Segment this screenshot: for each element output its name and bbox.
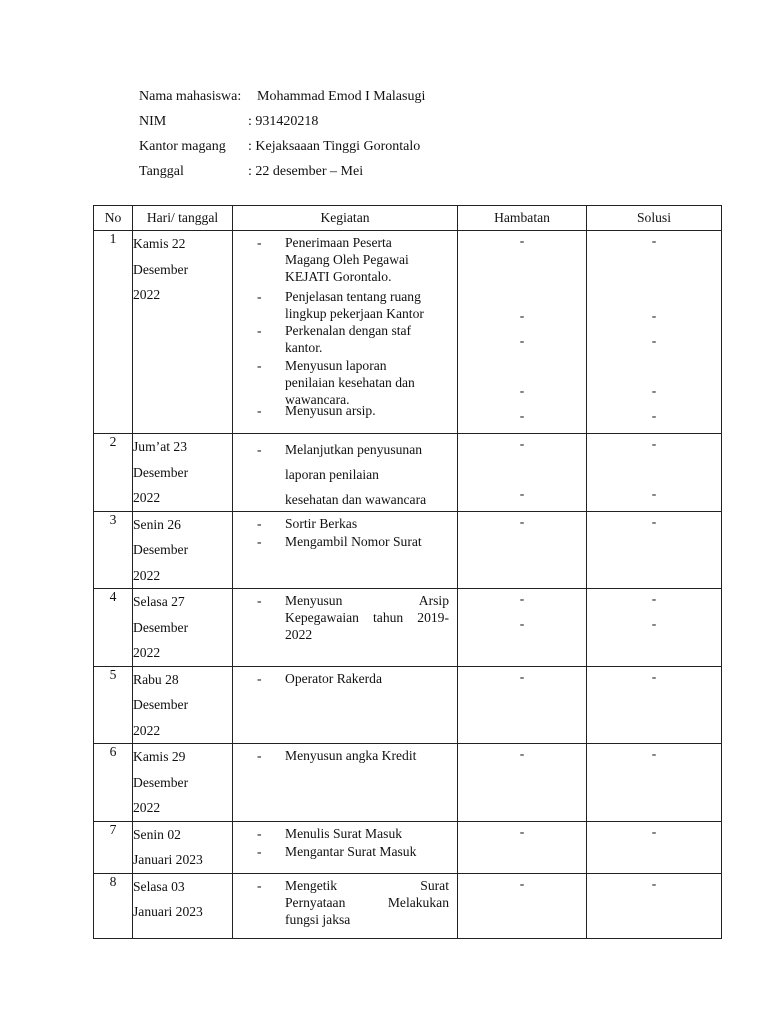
activity-text-line: 2022 [285,627,313,642]
activity-text-line: wawancara. [285,392,350,407]
activity-text-line: Sortir Berkas [285,515,358,531]
solution-cell [587,873,722,938]
obstacle-cell [458,873,587,938]
activity-cell [233,589,458,667]
table-header-row [94,206,722,231]
day-line: Desember [133,697,189,712]
day-cell [133,666,233,744]
solution-dash: - [651,746,657,761]
activity-text-line: Menyusun laporan [285,358,387,373]
bullet-dash: - [257,289,262,304]
activity-text-line: Melanjutkan penyusunan [285,442,423,457]
activity-item [233,670,457,687]
bullet-dash: - [257,403,262,418]
activity-item [233,825,457,842]
bullet-dash: - [257,825,262,841]
day-line: Januari 2023 [133,852,203,867]
row-number: 6 [94,744,133,822]
activity-text-line: Menyusun Arsip [285,593,449,608]
solution-cell [587,434,722,512]
day-cell [133,231,233,434]
student-name-value: Mohammad Emod I Malasugi [257,89,426,104]
activity-cell [233,231,458,434]
bullet-dash: - [257,748,262,763]
solution-cell [587,666,722,744]
table-row [94,821,722,873]
row-number: 7 [94,821,133,873]
day-line: Rabu 28 [133,671,179,687]
day-line: 2022 [133,800,161,815]
day-line: 2022 [133,490,161,505]
activity-text-line: Menyusun arsip. [285,403,376,418]
day-cell [133,434,233,512]
solution-dash: - [651,233,657,248]
obstacle-cell [458,666,587,744]
obstacle-dash: - [519,591,525,606]
table-row [94,589,722,667]
row-number: 4 [94,589,133,667]
activity-text-line: penilaian kesehatan dan [285,375,415,390]
activity-text-line: Menyusun angka Kredit [285,748,417,763]
solution-dash: - [651,308,657,323]
bullet-dash: - [257,358,262,373]
day-cell [133,589,233,667]
activity-cell [233,666,458,744]
activity-text-line: Mengetik Surat [285,877,449,893]
activity-text-line: Magang Oleh Pegawai [285,252,409,267]
activity-text-line: fungsi jaksa [285,911,351,927]
solution-dash: - [651,875,657,891]
day-line: Desember [133,261,189,277]
activity-item [233,843,457,860]
activity-text-line: Kepegawaian tahun 2019- [285,610,449,625]
day-line: Selasa 27 [133,594,185,609]
day-line: Jum’at 23 [133,439,187,454]
solution-dash: - [651,408,657,423]
activity-text-line: Pernyataan Melakukan [285,894,449,910]
nim-value: : 931420218 [248,114,319,129]
table-row [94,873,722,938]
obstacle-dash: - [519,383,525,398]
bullet-dash: - [257,235,262,250]
day-cell [133,821,233,873]
activity-text-line: Penerimaan Peserta [285,235,392,250]
solution-dash: - [651,616,657,631]
solution-dash: - [651,383,657,398]
day-cell [133,873,233,938]
table-row [94,744,722,822]
activity-item [233,322,457,356]
obstacle-cell [458,434,587,512]
bullet-dash: - [257,515,262,531]
activity-text-line: Mengantar Surat Masuk [285,843,417,859]
activity-item [233,437,457,512]
column-header-obstacle: Hambatan [458,206,587,231]
activity-text-line: Menulis Surat Masuk [285,825,403,841]
obstacle-dash: - [519,486,525,501]
column-header-activity: Kegiatan [233,206,458,231]
solution-dash: - [651,513,657,529]
obstacle-dash: - [519,823,525,839]
obstacle-dash: - [519,333,525,348]
activity-cell [233,434,458,512]
activity-text-line: Perkenalan dengan staf [285,323,412,338]
solution-cell [587,511,722,589]
date-value: : 22 desember – Mei [248,164,364,179]
day-line: Selasa 03 [133,878,185,894]
day-line: 2022 [133,287,161,302]
office-row [139,139,639,155]
obstacle-dash: - [519,408,525,423]
activity-item [233,234,457,285]
obstacle-dash: - [519,233,525,248]
solution-cell [587,231,722,434]
row-number: 8 [94,873,133,938]
activity-item [233,515,457,532]
activity-text-line: Penjelasan tentang ruang [285,289,421,304]
day-cell [133,511,233,589]
solution-dash: - [651,823,657,839]
activity-item [233,357,457,408]
day-line: 2022 [133,722,161,738]
table-row [94,666,722,744]
row-number: 5 [94,666,133,744]
bullet-dash: - [257,877,262,893]
solution-dash: - [651,436,657,451]
bullet-dash: - [257,533,262,549]
obstacle-dash: - [519,746,525,761]
solution-dash: - [651,486,657,501]
obstacle-cell [458,821,587,873]
solution-dash: - [651,333,657,348]
activity-log-table [93,205,722,939]
table-row [94,231,722,434]
student-name-row [139,89,639,105]
day-line: 2022 [133,567,161,583]
bullet-dash: - [257,593,262,608]
obstacle-cell [458,231,587,434]
solution-cell [587,821,722,873]
activity-cell [233,744,458,822]
day-line: Senin 02 [133,826,181,842]
bullet-dash: - [257,670,262,686]
nim-row [139,114,639,130]
obstacle-dash: - [519,875,525,891]
column-header-no: No [94,206,133,231]
date-label: Tanggal [139,164,184,179]
table-row [94,511,722,589]
row-number: 1 [94,231,133,434]
day-cell [133,744,233,822]
obstacle-cell [458,511,587,589]
activity-cell [233,873,458,938]
day-line: Senin 26 [133,516,181,532]
nim-label: NIM [139,114,167,129]
bullet-dash: - [257,843,262,859]
obstacle-dash: - [519,616,525,631]
activity-cell [233,511,458,589]
bullet-dash: - [257,442,262,457]
day-line: Kamis 29 [133,749,186,764]
student-name-label: Nama mahasiswa: [139,89,242,104]
obstacle-dash: - [519,308,525,323]
activity-item [233,403,457,419]
day-line: Kamis 22 [133,236,186,251]
activity-cell [233,821,458,873]
obstacle-cell [458,589,587,667]
day-line: Desember [133,542,189,557]
date-row [139,164,639,180]
obstacle-cell [458,744,587,822]
obstacle-dash: - [519,513,525,529]
obstacle-dash: - [519,436,525,451]
row-number: 3 [94,511,133,589]
day-line: Desember [133,774,189,790]
activity-item [233,592,457,643]
activity-item [233,877,457,928]
activity-text-line: lingkup pekerjaan Kantor [285,306,424,321]
office-value: : Kejaksaaan Tinggi Gorontalo [248,139,421,154]
column-header-solution: Solusi [587,206,722,231]
activity-text-line: laporan penilaian [285,467,379,482]
office-label: Kantor magang [139,139,226,154]
table-row [94,434,722,512]
row-number: 2 [94,434,133,512]
activity-text-line: Operator Rakerda [285,670,382,686]
obstacle-dash: - [519,668,525,684]
activity-text-line: KEJATI Gorontalo. [285,269,392,284]
activity-item [233,288,457,322]
day-line: 2022 [133,645,161,660]
day-line: Januari 2023 [133,904,203,919]
solution-dash: - [651,668,657,684]
day-line: Desember [133,464,189,480]
solution-dash: - [651,591,657,606]
solution-cell [587,589,722,667]
column-header-day: Hari/ tanggal [133,206,233,231]
activity-item [233,533,457,550]
activity-text-line: kesehatan dan wawancara [285,492,427,507]
solution-cell [587,744,722,822]
activity-text-line: Mengambil Nomor Surat [285,533,422,549]
bullet-dash: - [257,323,262,338]
activity-item [233,747,457,764]
activity-text-line: kantor. [285,340,323,355]
day-line: Desember [133,619,189,635]
